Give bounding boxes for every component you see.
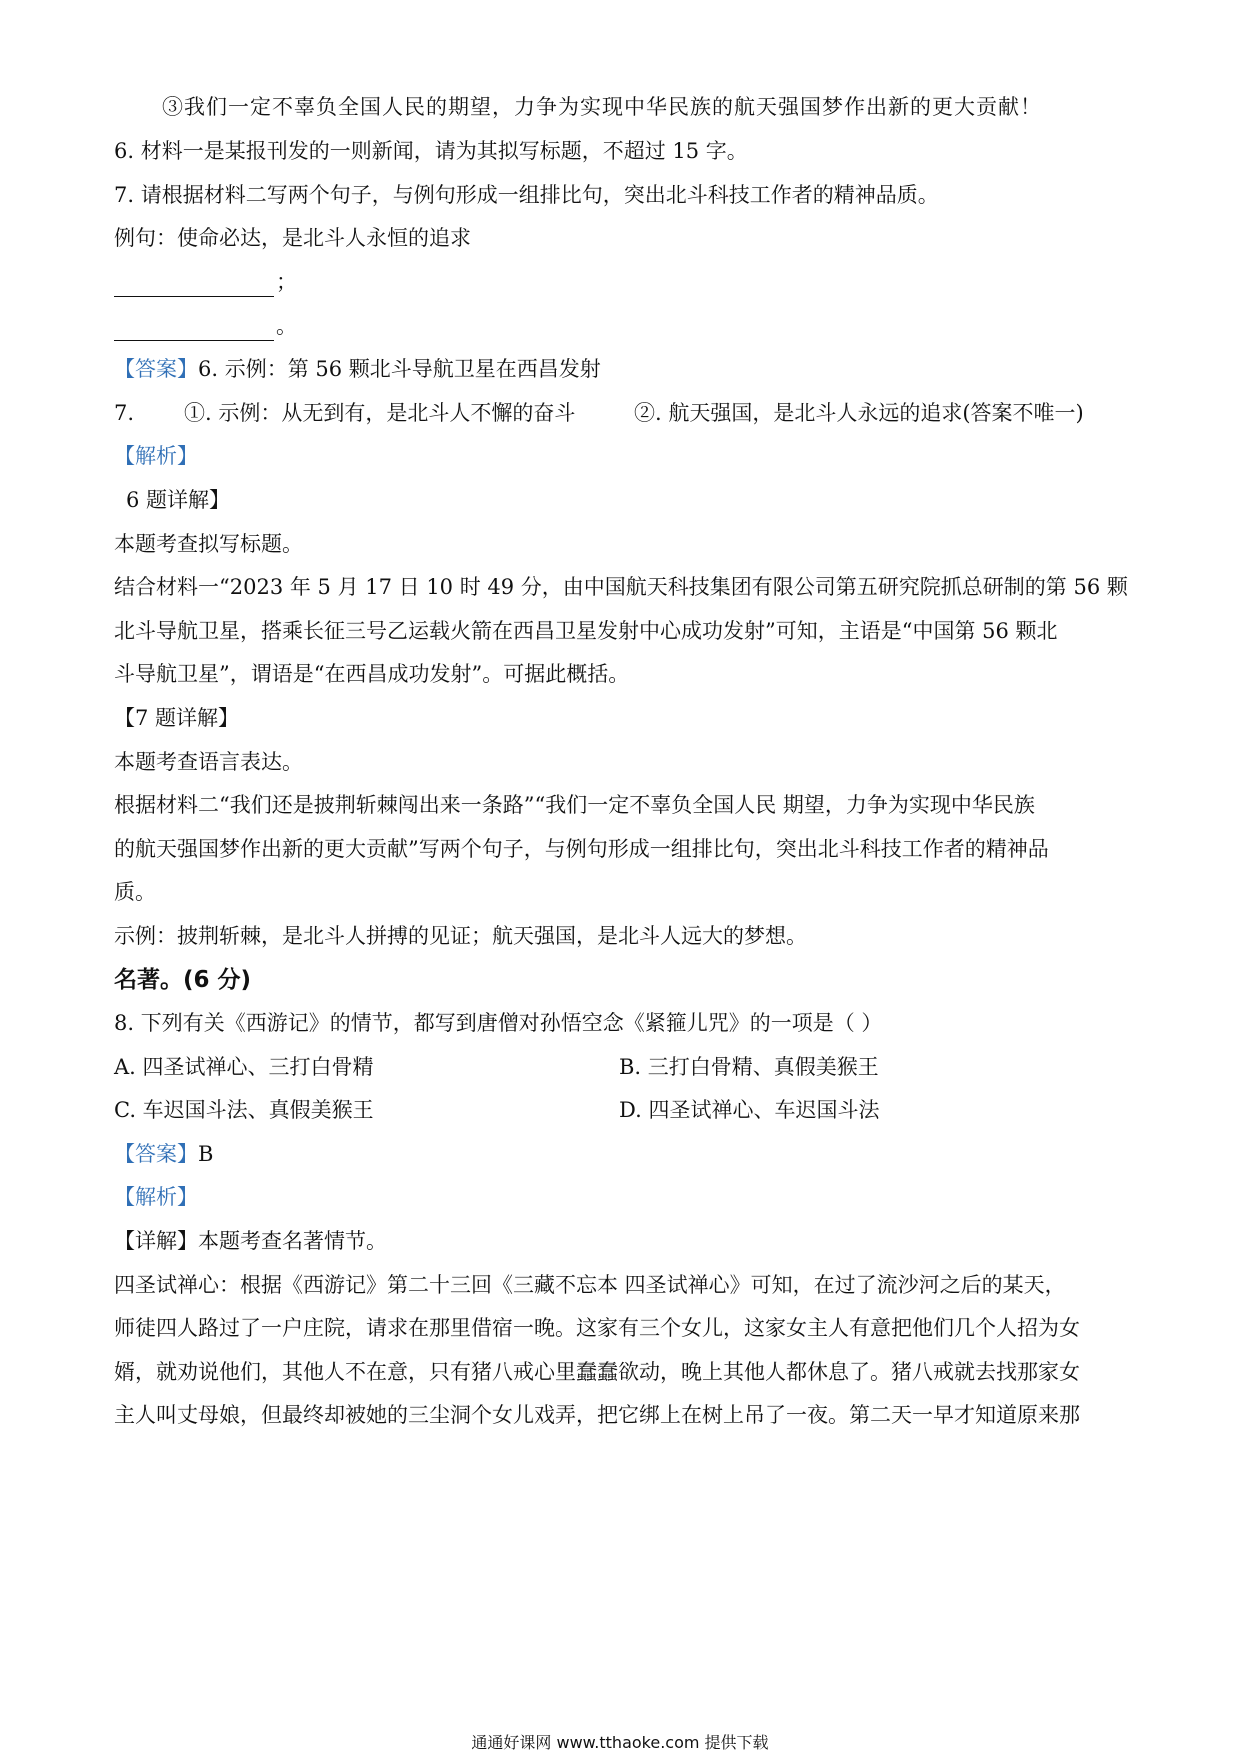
q8-detail-heading bbox=[114, 1226, 1134, 1256]
q7-detail-2: 根据材料二“我们还是披荆斩棘闯出来一条路”“我们一定不辜负全国人民 期望，力争为实现中华民族 bbox=[114, 793, 1035, 817]
q7-detail-4: 质。 bbox=[114, 880, 156, 904]
answer-8-text: B bbox=[198, 1142, 214, 1166]
q7-detail-1: 本题考查语言表达。 bbox=[114, 750, 303, 774]
q6-detail-2: 结合材料一“2023 年 5 月 17 日 10 时 49 分，由中国航天科技集团有限公司第五研究院抓总研制的第 56 颗 bbox=[114, 575, 1128, 599]
question-8: 8. 下列有关《西游记》的情节，都写到唐僧对孙悟空念《紧箍儿咒》的一项是（ ） bbox=[114, 1011, 883, 1035]
q6-detail-3: 北斗导航卫星，搭乘长征三号乙运载火箭在西昌卫星发射中心成功发射”可知，主语是“中国第 56 颗北 bbox=[114, 619, 1058, 643]
q7-detail-5: 示例：披荆斩棘，是北斗人拼搏的见证；航天强国，是北斗人远大的梦想。 bbox=[114, 924, 807, 948]
q6-detail-heading: 6 题详解】 bbox=[126, 488, 231, 512]
answer-blank-1 bbox=[114, 267, 1134, 297]
option-a: A. 四圣试禅心、三打白骨精 bbox=[114, 1055, 374, 1079]
blank-1-punct: ； bbox=[276, 270, 297, 294]
answer-8 bbox=[114, 1139, 1134, 1169]
question-7: 7. 请根据材料二写两个句子，与例句形成一组排比句，突出北斗科技工作者的精神品质。 bbox=[114, 183, 939, 207]
detail-text: 本题考查名著情节。 bbox=[198, 1229, 387, 1253]
options-row-2 bbox=[114, 1095, 1134, 1125]
blank-2-punct: 。 bbox=[276, 314, 297, 338]
answer-6-text: 6. 示例：第 56 颗北斗导航卫星在西昌发射 bbox=[198, 357, 601, 381]
material-sentence-3: ③我们一定不辜负全国人民的期望，力争为实现中华民族的航天强国梦作出新的更大贡献！ bbox=[162, 95, 1042, 119]
q7-detail-heading: 【7 题详解】 bbox=[114, 706, 240, 730]
answer-6-7 bbox=[114, 354, 1134, 384]
answer-7 bbox=[114, 398, 1134, 428]
answer-7-b: ②. 航天强国，是北斗人永远的追求(答案不唯一) bbox=[634, 401, 1084, 425]
analysis-tag-2: 【解析】 bbox=[114, 1185, 198, 1209]
q6-detail-4: 斗导航卫星”，谓语是“在西昌成功发射”。可据此概括。 bbox=[114, 662, 630, 686]
q7-detail-3: 的航天强国梦作出新的更大贡献”写两个句子，与例句形成一组排比句，突出北斗科技工作者的精神品 bbox=[114, 837, 1049, 861]
option-b: B. 三打白骨精、真假美猴王 bbox=[619, 1055, 879, 1079]
analysis-tag-1: 【解析】 bbox=[114, 444, 198, 468]
question-6: 6. 材料一是某报刊发的一则新闻，请为其拟写标题，不超过 15 字。 bbox=[114, 139, 748, 163]
option-c: C. 车迟国斗法、真假美猴王 bbox=[114, 1098, 374, 1122]
q8-detail-4: 主人叫丈母娘，但最终却被她的三尘洞个女儿戏弄，把它绑上在树上吊了一夜。第二天一早才知道原来那 bbox=[114, 1403, 1080, 1427]
section-heading: 名著。(6 分) bbox=[114, 967, 252, 993]
q8-detail-2: 师徒四人路过了一户庄院，请求在那里借宿一晚。这家有三个女儿，这家女主人有意把他们几个人招为女 bbox=[114, 1316, 1080, 1340]
q8-detail-3: 婿，就劝说他们，其他人不在意，只有猪八戒心里蠢蠢欲动，晚上其他人都休息了。猪八戒就去找那家女 bbox=[114, 1360, 1080, 1384]
answer-8-tag: 【答案】 bbox=[114, 1142, 198, 1166]
options-row-1 bbox=[114, 1052, 1134, 1082]
q6-detail-1: 本题考查拟写标题。 bbox=[114, 532, 303, 556]
detail-tag: 【详解】 bbox=[114, 1229, 198, 1253]
answer-tag: 【答案】 bbox=[114, 357, 198, 381]
option-d: D. 四圣试禅心、车迟国斗法 bbox=[619, 1098, 880, 1122]
example-sentence: 例句：使命必达，是北斗人永恒的追求 bbox=[114, 226, 471, 250]
answer-7-num: 7. bbox=[114, 401, 135, 425]
blank-line-2 bbox=[114, 318, 274, 341]
q8-detail-1: 四圣试禅心：根据《西游记》第二十三回《三藏不忘本 四圣试禅心》可知，在过了流沙河之后的某天， bbox=[114, 1273, 1066, 1297]
answer-7-a: ①. 示例：从无到有，是北斗人不懈的奋斗 bbox=[184, 401, 576, 425]
page-footer: 通通好课网 www.tthaoke.com 提供下载 bbox=[471, 1733, 769, 1752]
blank-line-1 bbox=[114, 274, 274, 297]
answer-blank-2 bbox=[114, 311, 1134, 341]
